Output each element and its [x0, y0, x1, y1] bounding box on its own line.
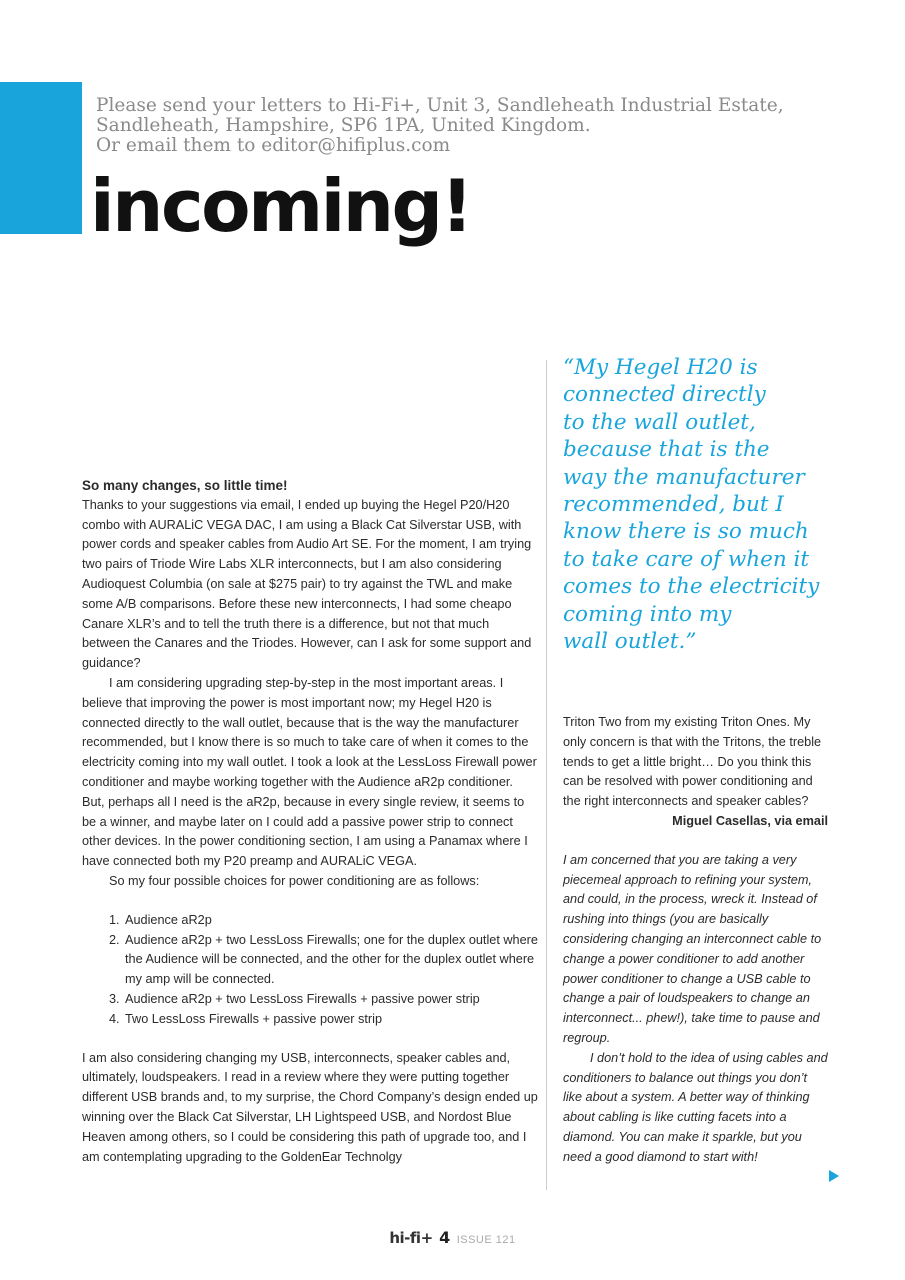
- address-line: Please send your letters to Hi-Fi+, Unit 3, Sandleheath Industrial Estate,: [96, 95, 784, 116]
- issue-label: ISSUE 121: [456, 1234, 516, 1246]
- address-line: Sandleheath, Hampshire, SP6 1PA, United Kingdom.: [96, 115, 591, 136]
- list-number: 2.: [109, 932, 120, 947]
- letter-paragraph: I am considering upgrading step-by-step in the most important areas. I believe that improving the power is most important now; my Hegel H20 is connected directly to the wall outlet, because that is the way the manufacturer recommended, but I know there is so much to take care of when it comes to the electricity coming into my wall outlet. I took a look at the LessLoss Firewall power conditioner and maybe working together with the Audience aR2p conditioner. But, perhaps all I need is the aR2p, because in every single review, it seems to be a winner, and maybe later on I could add a passive power strip to connect other devices. In the power conditioning section, I am using a Panamax where I have connected both my P20 preamp and AURALiC VEGA.: [82, 675, 537, 869]
- pull-quote-line: because that is the: [563, 437, 770, 463]
- list-text: Audience aR2p + two LessLoss Firewalls; one for the duplex outlet where the Audience will be connected, and the other for the duplex outlet where my amp will be connected.: [125, 932, 538, 987]
- pull-quote-line: recommended, but I: [563, 492, 784, 518]
- column-divider: [546, 360, 547, 1190]
- power-choices-list: [82, 911, 538, 1030]
- list-text: Audience aR2p: [125, 912, 212, 927]
- pull-quote-line: to take care of when it: [563, 546, 810, 572]
- pull-quote-line: know there is so much: [563, 519, 809, 545]
- letter-title: So many changes, so little time!: [82, 478, 288, 493]
- end-arrow-icon: [829, 1170, 839, 1182]
- pull-quote-line: coming into my: [563, 601, 732, 627]
- pull-quote-line: comes to the electricity: [563, 574, 820, 600]
- editor-reply-paragraph: I am concerned that you are taking a very piecemeal approach to refining your system, and could, in the process, wreck it. Instead of rushing into things (you are basically considering changing an interconnect cable to change a power conditioner to add another power conditioner to change a USB cable to change a pair of loudspeakers to change an interconnect... phew!), take time to pause and regroup.: [563, 852, 822, 1045]
- page-title: incoming!: [90, 164, 471, 248]
- pull-quote-line: way the manufacturer: [563, 464, 805, 490]
- list-item: [82, 911, 538, 931]
- pull-quote-line: connected directly: [563, 382, 766, 408]
- list-item: [82, 931, 538, 990]
- page-footer: [0, 1228, 905, 1248]
- list-number: 4.: [109, 1011, 120, 1026]
- pull-quote: [563, 354, 883, 655]
- right-column: [563, 713, 828, 1168]
- letter-paragraph: So my four possible choices for power conditioning are as follows:: [109, 873, 480, 888]
- list-text: Two LessLoss Firewalls + passive power strip: [125, 1011, 383, 1026]
- letter-paragraph: Thanks to your suggestions via email, I ended up buying the Hegel P20/H20 combo with AURALiC VEGA DAC, I am using a Black Cat Silverstar USB, with power cords and speaker cables from Audio Art SE. For the moment, I am trying two pairs of Triode Wire Labs XLR interconnects, but I am also considering Audioquest Columbia (on sale at $275 pair) to try against the TWL and make some A/B comparisons. Before these new interconnects, I had some cheapo Canare XLR’s and to tell the truth there is a difference, but not that much between the Canares and the Triodes. However, can I ask for some support and guidance?: [82, 497, 532, 671]
- list-number: 3.: [109, 991, 120, 1006]
- list-item: [82, 1010, 538, 1030]
- list-item: [82, 990, 538, 1010]
- pull-quote-line: “My Hegel H20 is: [563, 355, 758, 380]
- letters-address: [96, 96, 856, 156]
- letter-signature: Miguel Casellas, via email: [672, 813, 828, 828]
- editor-reply-paragraph: I don’t hold to the idea of using cables and conditioners to balance out things you don’t like about a system. A better way of thinking about cabling is like cutting facets into a diamond. You can make it sparkle, but you need a good diamond to start with!: [563, 1050, 828, 1164]
- page-number: 4: [439, 1228, 451, 1247]
- magazine-logo: hi-fi+: [389, 1229, 433, 1247]
- letter-paragraph: I am also considering changing my USB, interconnects, speaker cables and, ultimately, loudspeakers. I read in a review where they were putting together different USB brands and, to my surprise, the Chord Company’s design ended up winning over the Black Cat Silverstar, LH Lightspeed USB, and Nordost Blue Heaven among others, so I could be considering this path of upgrade too, and I am contemplating upgrading to the GoldenEar Technolgy: [82, 1050, 538, 1164]
- pull-quote-line: wall outlet.”: [563, 629, 697, 655]
- list-text: Audience aR2p + two LessLoss Firewalls + passive power strip: [125, 991, 480, 1006]
- accent-bar: [0, 82, 82, 234]
- address-line: Or email them to editor@hifiplus.com: [96, 135, 451, 156]
- letter-continuation: Triton Two from my existing Triton Ones. My only concern is that with the Tritons, the treble tends to get a little bright… Do you think this can be resolved with power conditioning and the right interconnects and speaker cables?: [563, 715, 822, 809]
- list-number: 1.: [109, 912, 120, 927]
- letter-column: [82, 476, 538, 1167]
- pull-quote-line: to the wall outlet,: [563, 409, 756, 435]
